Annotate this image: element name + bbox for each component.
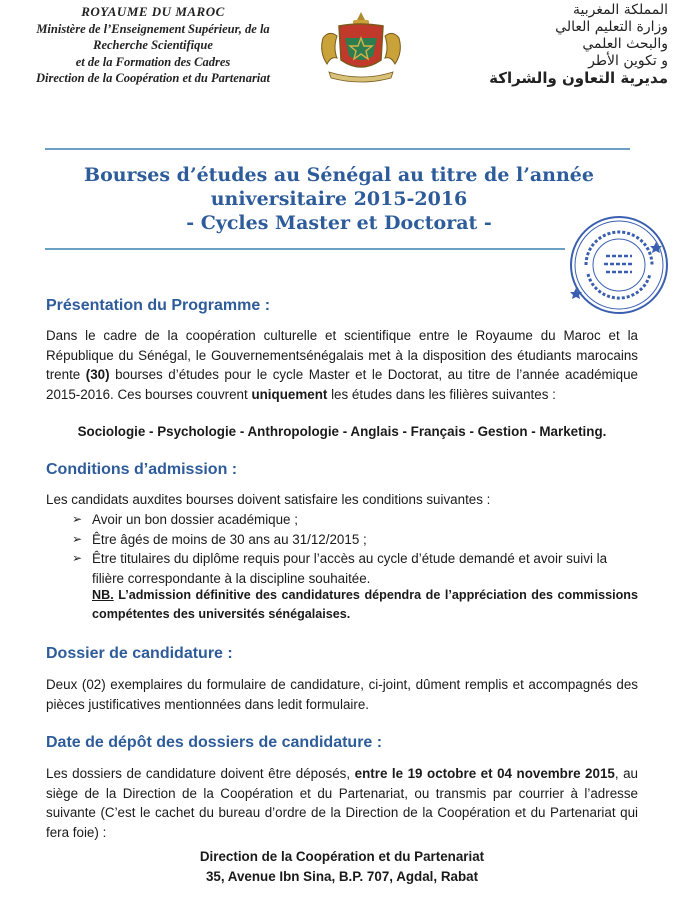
presentation-text — [46, 326, 638, 404]
document-title — [40, 163, 638, 235]
title-line-1: Bourses d’études au Sénégal au titre de l’année — [84, 164, 594, 186]
section-heading-dossier: Dossier de candidature : — [46, 645, 233, 662]
official-stamp-icon — [566, 212, 672, 318]
nb-text: L’admission définitive des candidatures dépendra de l’appréciation des commissions compétentes des universités sénégalaises. — [92, 588, 638, 621]
header-arabic — [418, 2, 668, 87]
nb-note — [92, 586, 638, 624]
arrow-bullet-icon: ➢ — [72, 551, 83, 566]
depot-text — [46, 764, 638, 842]
header-french — [8, 4, 298, 87]
list-item — [72, 510, 638, 530]
list-item — [72, 530, 638, 550]
title-line-3: - Cycles Master et Doctorat - — [186, 212, 492, 234]
condition-text: Être âgés de moins de 30 ans au 31/12/2015 ; — [92, 531, 367, 547]
presentation-emphasis: uniquement — [251, 386, 328, 402]
header-formation: et de la Formation des Cadres — [75, 54, 231, 69]
mailing-address — [46, 847, 638, 887]
conditions-list — [72, 510, 638, 588]
condition-text: Avoir un bon dossier académique ; — [92, 512, 298, 527]
header-arabic-research: والبحث العلمي — [582, 36, 668, 52]
header-research: Recherche Scientifique — [93, 38, 213, 52]
header-arabic-formation: و تكوين الأطر — [588, 53, 668, 69]
condition-text: Être titulaires du diplôme requis pour l’accès au cycle d’étude demandé et avoir suivi la filière correspondante à la discipline souhaitée. — [92, 551, 608, 586]
header-kingdom: ROYAUME DU MAROC — [81, 4, 225, 19]
title-line-2: universitaire 2015-2016 — [210, 188, 468, 210]
coat-of-arms-icon — [315, 8, 407, 86]
nb-label: NB. — [92, 588, 114, 602]
header-ministry: Ministère de l’Enseignement Supérieur, de la — [36, 21, 270, 36]
conditions-intro: Les candidats auxdites bourses doivent satisfaire les conditions suivantes : — [46, 492, 491, 507]
arrow-bullet-icon: ➢ — [72, 512, 83, 526]
section-heading-presentation: Présentation du Programme : — [46, 297, 271, 314]
address-line-2: 35, Avenue Ibn Sina, B.P. 707, Agdal, Rabat — [205, 869, 479, 884]
dossier-text: Deux (02) exemplaires du formulaire de candidature, ci-joint, dûment remplis et accompagnés des pièces justificatives mentionnées dans ledit formulaire. — [46, 677, 638, 712]
section-heading-conditions: Conditions d’admission : — [46, 461, 238, 478]
presentation-text-part: Dans le cadre de la coopération culturelle et scientifique entre le Royaume du Maroc et la République du Sénégal, le Gouvernementsénégalais met à la disposition des étudiants marocains trente — [46, 328, 638, 383]
arrow-bullet-icon: ➢ — [72, 531, 83, 546]
header-arabic-direction: مديرية التعاون والشراكة — [489, 69, 668, 87]
depot-dates: entre le 19 octobre et 04 novembre 2015 — [354, 766, 615, 781]
depot-text-part: Les dossiers de candidature doivent être déposés, — [46, 766, 355, 781]
header-direction: Direction de la Coopération et du Partenariat — [35, 71, 271, 85]
depot-text-part: , au siège de la Direction de la Coopération et du Partenariat, ou transmis par courrier à l’adresse suivante (C’est le cachet du bureau d’ordre de la Direction de la Coopération et du Partenariat qui fera foie) : — [46, 766, 638, 840]
filieres-list: Sociologie - Psychologie - Anthropologie - Anglais - Français - Gestion - Marketing. — [77, 424, 607, 439]
address-line-1: Direction de la Coopération et du Partenariat — [199, 849, 485, 864]
scholarship-count: (30) — [85, 367, 110, 383]
list-item — [72, 549, 638, 588]
header-arabic-kingdom: المملكة المغربية — [572, 2, 668, 18]
presentation-text-part: les études dans les filières suivantes : — [327, 386, 556, 402]
section-heading-depot: Date de dépôt des dossiers de candidature : — [46, 734, 383, 751]
header-divider — [45, 148, 630, 150]
header-arabic-ministry: وزارة التعليم العالي — [555, 19, 668, 35]
presentation-text-part: bourses d’études pour le cycle Master et le Doctorat, au titre de l’année académique 2015-2016. Ces bourses couvrent — [46, 367, 638, 402]
title-divider — [45, 248, 565, 250]
